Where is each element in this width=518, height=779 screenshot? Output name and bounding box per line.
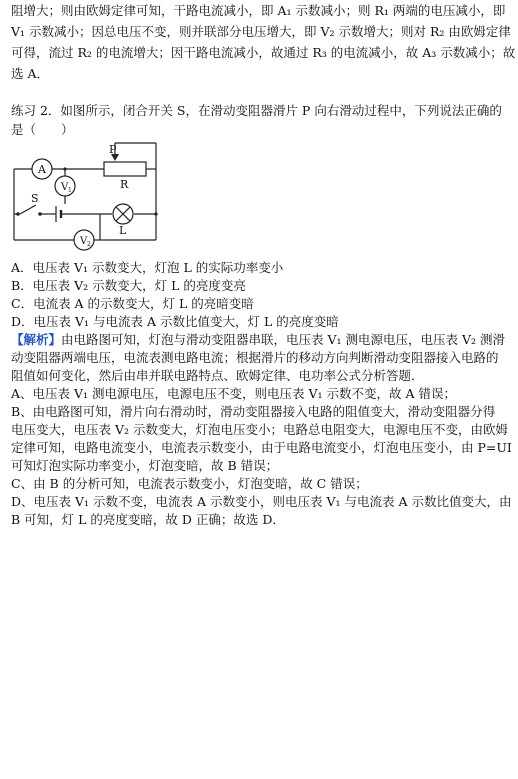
option-c: C．电流表 A 的示数变大，灯 L 的亮暗变暗	[11, 296, 254, 311]
junction-dot-icon	[63, 167, 66, 170]
analysis-line: B 可知，灯 L 的亮度变暗，故 D 正确；故选 D．	[11, 512, 285, 527]
circuit-diagram	[8, 140, 168, 256]
analysis-tag: 【解析】	[11, 332, 62, 347]
option-d: D．电压表 V₁ 与电流表 A 示数比值变大，灯 L 的亮度变暗	[11, 314, 339, 329]
text-line: V₁ 示数减小；因总电压不变，则并联部分电压增大，即 V₂ 示数增大；则对 R₂ 由欧姆定律	[11, 24, 511, 39]
voltmeter2-sub: 2	[87, 241, 91, 248]
analysis-first-line	[11, 332, 511, 348]
question-line: 练习 2．如图所示，闭合开关 S，在滑动变阻器滑片 P 向右滑动过程中，下列说法正确的	[11, 103, 502, 118]
text-line: 可得，流过 R₂ 的电流增大；因干路电流减小，故通过 R₃ 的电流减小，故 A₃ 示数减小；故	[11, 45, 516, 60]
lamp-label: L	[119, 224, 127, 237]
switch-label: S	[31, 192, 39, 205]
ammeter-label: A	[38, 163, 46, 176]
analysis-line: 动变阻器两端电压，电流表测电路电流；根据滑片的移动方向判断滑动变阻器接入电路的	[11, 350, 499, 365]
analysis-line: C、由 B 的分析可知，电流表示数变小，灯泡变暗，故 C 错误；	[11, 476, 368, 491]
resistor-label: R	[120, 178, 129, 191]
voltmeter2-label: V	[80, 236, 88, 247]
analysis-line: 电压变大，电压表 V₂ 示数变大，灯泡电压变小；电路总电阻变大，电源电压不变，由欧姆	[11, 422, 508, 437]
switch-contact-icon	[38, 212, 42, 216]
analysis-line: 可知灯泡实际功率变小，灯泡变暗，故 B 错误；	[11, 458, 279, 473]
analysis-line: B、由电路图可知，滑片向右滑动时，滑动变阻器接入电路的阻值变大，滑动变阻器分得	[11, 404, 496, 419]
analysis-line: 阻值如何变化，然后由串并联电路特点、欧姆定律、电功率公式分析答题．	[11, 368, 424, 383]
question-line: 是（ ）	[11, 122, 74, 137]
slider-label: P	[109, 143, 117, 156]
analysis-text: 由电路图可知，灯泡与滑动变阻器串联，电压表 V₁ 测电源电压，电压表 V₂ 测滑	[61, 332, 505, 347]
option-b: B．电压表 V₂ 示数变大，灯 L 的亮度变亮	[11, 278, 246, 293]
analysis-line: 定律可知，电路电流变小，电流表示数变小，由于电路电流变小，灯泡电压变小，由 P=UI	[11, 440, 512, 455]
option-a: A．电压表 V₁ 示数变大，灯泡 L 的实际功率变小	[11, 260, 284, 275]
junction-dot-icon	[154, 212, 157, 215]
text-line: 选 A．	[11, 66, 50, 81]
analysis-line: A、电压表 V₁ 测电源电压，电源电压不变，则电压表 V₁ 示数不变，故 A 错误；	[11, 386, 456, 401]
switch-contact-icon	[16, 212, 20, 216]
voltmeter1-sub: 1	[68, 187, 72, 194]
text-line: 阻增大；则由欧姆定律可知，干路电流减小，即 A₁ 示数减小；则 R₁ 两端的电压减小，即	[11, 3, 506, 18]
analysis-line: D、电压表 V₁ 示数不变，电流表 A 示数变小，则电压表 V₁ 与电流表 A 示数比值变大，由	[11, 494, 512, 509]
voltmeter1-label: V	[61, 182, 69, 193]
